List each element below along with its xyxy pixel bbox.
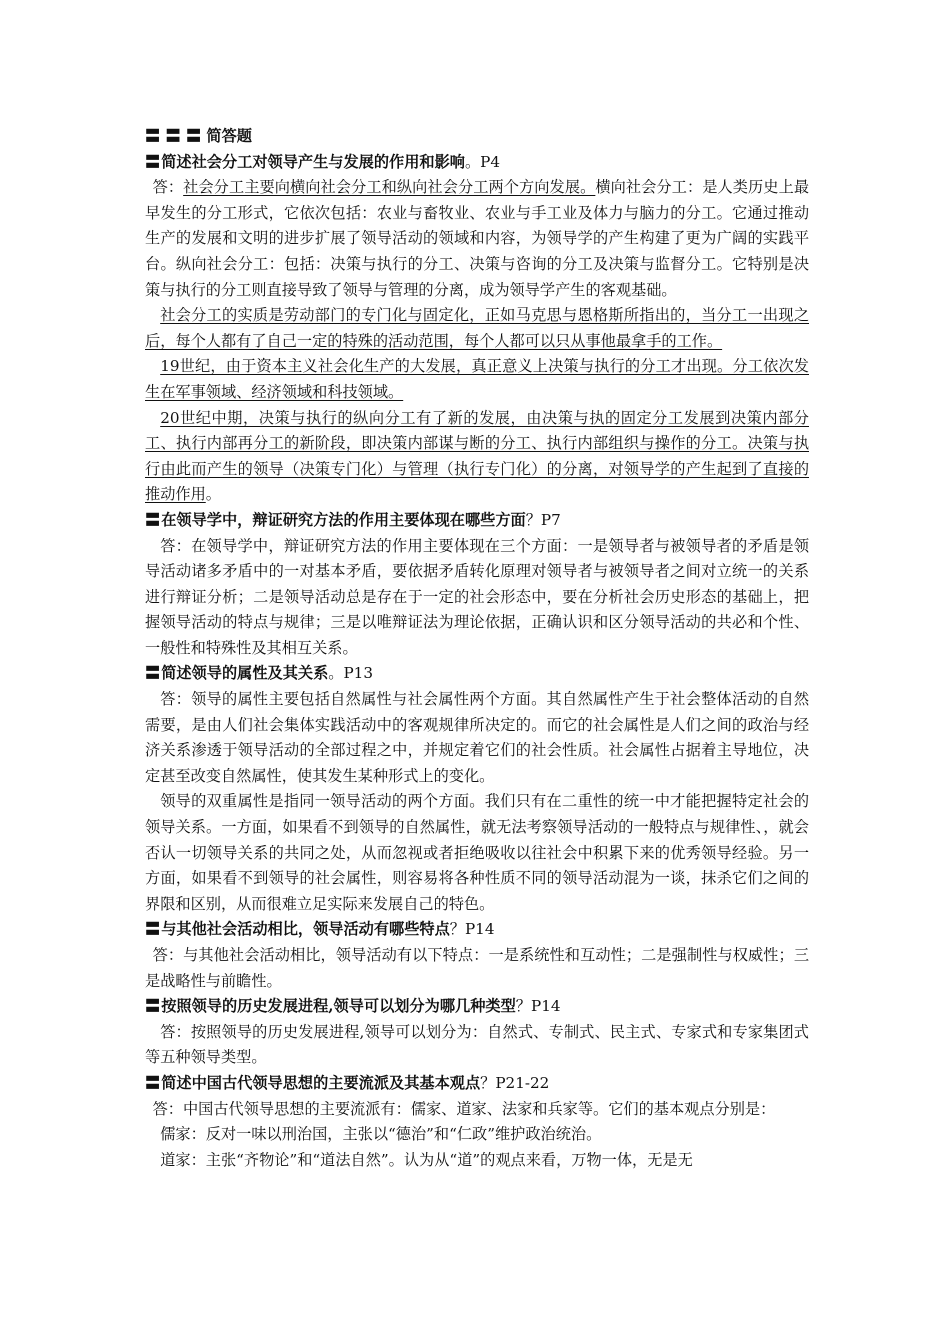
- question-marker: 〓: [145, 1073, 162, 1092]
- answer-1-rest: 横向社会分工：是人类历史上最早发生的分工形式，它依次包括：农业与畜牧业、农业与手工业及体力与脑力的分工。它通过推动生产的发展和文明的进步扩展了领导活动的领域和内容，为领导学的产生构建了更为广阔的实践平台。纵向社会分工：包括：决策与执行的分工、决策与咨询的分工及决策与监督分工。它特别是决策与执行的分工则直接导致了领导与管理的分离，成为领导学产生的客观基础。: [145, 178, 810, 299]
- question-2-page-ref: ？P7: [525, 510, 561, 529]
- question-5: [145, 994, 809, 1020]
- question-2-text: 在领导学中，辩证研究方法的作用主要体现在哪些方面: [161, 510, 526, 529]
- question-4: [145, 917, 809, 943]
- question-3-page-ref: 。P13: [328, 664, 373, 683]
- answer-1-para-3: [145, 354, 809, 405]
- answer-1-underlined: 社会分工主要向横向社会分工和纵向社会分工两个方向发展。: [183, 178, 596, 197]
- answer-6: 答：中国古代领导思想的主要流派有：儒家、道家、法家和兵家等。它们的基本观点分别是：: [152, 1099, 776, 1118]
- answer-4: 答：与其他社会活动相比，领导活动有以下特点：一是系统性和互动性；二是强制性与权威性；三是战略性与前瞻性。: [145, 946, 809, 990]
- answer-5: 答：按照领导的历史发展进程,领导可以划分为：自然式、专制式、民主式、专家式和专家集团式等五种领导类型。: [145, 1022, 809, 1067]
- question-3: [145, 661, 809, 687]
- question-3-text: 简述领导的属性及其关系: [161, 664, 329, 683]
- question-6: [145, 1071, 809, 1097]
- question-4-text: 与其他社会活动相比，领导活动有哪些特点: [161, 920, 450, 939]
- question-4-page-ref: ？P14: [449, 920, 495, 939]
- question-6-text: 简述中国古代领导思想的主要流派及其基本观点: [161, 1073, 481, 1092]
- answer-1-para-4-end: 。: [205, 485, 221, 504]
- answer-1-para-2-text: 社会分工的实质是劳动部门的专门化与固定化，正如马克思与恩格斯所指出的，当分工一出现之后，每个人都有了自己一定的特殊的活动范围，每个人都可以只从事他最拿手的工作。: [145, 306, 809, 350]
- question-5-text: 按照领导的历史发展进程,领导可以划分为哪几种类型: [161, 997, 516, 1016]
- answer-6-para-2: 儒家：反对一味以刑治国，主张以“德治”和“仁政”维护政治统治。: [160, 1125, 602, 1144]
- question-6-page-ref: ？P21-22: [480, 1073, 550, 1092]
- question-marker: 〓: [145, 920, 162, 939]
- answer-2: 答：在领导学中，辩证研究方法的作用主要体现在三个方面：一是领导者与被领导者的矛盾是领导活动诸多矛盾中的一对基本矛盾，要依据矛盾转化原理对领导者与被领导者之间对立统一的关系进行辩证分析；二是领导活动总是存在于一定的社会形态中，要在分析社会历史形态的基础上，把握领导活动的特点与规律；三是以唯辩证法为理论依据，正确认识和区分领导活动的共必和个性、一般性和特殊性及其相互关系。: [145, 536, 809, 657]
- answer-3-para-2: 领导的双重属性是指同一领导活动的两个方面。我们只有在二重性的统一中才能把握特定社会的领导关系。一方面，如果看不到领导的自然属性，就无法考察领导活动的一般特点与规律性、，就会否认一切领导关系的共同之处，从而忽视或者拒绝吸收以往社会中积累下来的优秀领导经验。另一方面，如果看不到领导的社会属性，则容易将各种性质不同的领导活动混为一谈，抹杀它们之间的界限和区别，从而很难立足实际来发展自己的特色。: [145, 792, 809, 913]
- answer-1-para-4-text: 20世纪中期，决策与执行的纵向分工有了新的发展，由决策与执的固定分工发展到决策内部分工、执行内部再分工的新阶段，即决策内部谋与断的分工、执行内部组织与操作的分工。决策与执行由此而产生的领导（决策专门化）与管理（执行专门化）的分离，对领导学的产生起到了直接的推动作用: [145, 408, 809, 504]
- answer-1-para-2: [145, 303, 809, 354]
- question-marker: 〓: [145, 510, 162, 529]
- question-1: [145, 150, 809, 176]
- question-2: [145, 508, 809, 534]
- question-1-page-ref: 。P4: [464, 152, 501, 171]
- question-1-text: 简述社会分工对领导产生与发展的作用和影响: [161, 152, 465, 171]
- answer-1-para-3-text: 19世纪，由于资本主义社会化生产的大发展，真正意义上决策与执行的分工才出现。分工依次发生在军事领域、经济领域和科技领域。: [145, 357, 809, 401]
- answer-3: 答：领导的属性主要包括自然属性与社会属性两个方面。其自然属性产生于社会整体活动的自然需要，是由人们社会集体实践活动中的客观规律所决定的。而它的社会属性是人们之间的政治与经济关系渗透于领导活动的全部过程之中，并规定着它们的社会性质。社会属性占据着主导地位，决定甚至改变自然属性，使其发生某种形式上的变化。: [145, 690, 809, 785]
- answer-1-prefix: 答：: [152, 178, 184, 197]
- question-5-page-ref: ？P14: [515, 997, 561, 1016]
- question-marker: 〓: [145, 152, 162, 171]
- answer-6-para-3: 道家：主张“齐物论”和“道法自然”。认为从“道”的观点来看，万物一体，无是无: [160, 1150, 693, 1169]
- section-title: 〓 〓 〓 简答题: [145, 127, 252, 145]
- answer-1: [145, 175, 809, 303]
- answer-1-para-4: [145, 406, 809, 508]
- question-marker: 〓: [145, 997, 162, 1016]
- question-marker: 〓: [145, 664, 162, 683]
- document-page: [145, 124, 809, 1173]
